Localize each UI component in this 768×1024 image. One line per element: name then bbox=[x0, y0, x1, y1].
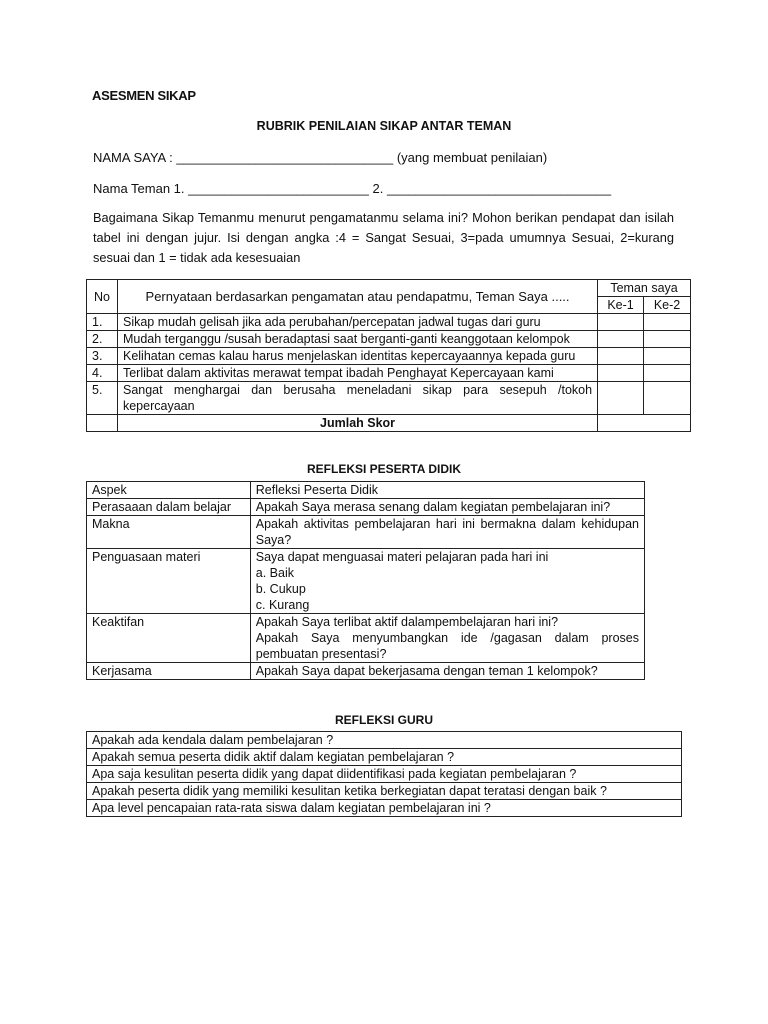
score-cell-ke2[interactable] bbox=[644, 314, 691, 331]
aspect-label: Makna bbox=[87, 516, 251, 549]
row-statement: Kelihatan cemas kalau harus menjelaskan identitas kepercayaannya kepada guru bbox=[117, 348, 597, 365]
rubric-table bbox=[86, 279, 691, 432]
name-line: NAMA SAYA : ______________________________ (yang membuat penilaian) bbox=[93, 150, 548, 165]
table-row bbox=[87, 348, 691, 365]
table-row bbox=[87, 314, 691, 331]
score-cell-ke2[interactable] bbox=[644, 348, 691, 365]
row-number: 4. bbox=[87, 365, 118, 382]
score-cell-ke2[interactable] bbox=[644, 382, 691, 415]
teacher-question: Apakah peserta didik yang memiliki kesulitan ketika berkegiatan dapat teratasi dengan baik ? bbox=[87, 783, 682, 800]
score-cell-ke1[interactable] bbox=[598, 331, 644, 348]
table-row bbox=[87, 499, 645, 516]
table-row bbox=[87, 549, 645, 614]
student-reflection-title: REFLEKSI PESERTA DIDIK bbox=[306, 462, 461, 476]
row-statement: Sikap mudah gelisah jika ada perubahan/percepatan jadwal tugas dari guru bbox=[117, 314, 597, 331]
rubric-title: RUBRIK PENILAIAN SIKAP ANTAR TEMAN bbox=[256, 119, 512, 133]
teacher-reflection-title: REFLEKSI GURU bbox=[334, 713, 433, 727]
reflection-header-row bbox=[87, 482, 645, 499]
table-row bbox=[87, 749, 682, 766]
rubric-header-row bbox=[87, 280, 691, 297]
table-row bbox=[87, 766, 682, 783]
aspect-label: Perasaaan dalam belajar bbox=[87, 499, 251, 516]
row-number: 5. bbox=[87, 382, 118, 415]
reflection-text: Apakah Saya dapat bekerjasama dengan teman 1 kelompok? bbox=[250, 663, 644, 680]
teacher-question: Apa level pencapaian rata-rata siswa dalam kegiatan pembelajaran ini ? bbox=[87, 800, 682, 817]
table-row bbox=[87, 783, 682, 800]
intro-paragraph: Bagaimana Sikap Temanmu menurut pengamatanmu selama ini? Mohon berikan pendapat dan isilah tabel ini dengan jujur. Isi dengan angka :4 = Sangat Sesuai, 3=pada umumnya Sesuai, 2=kurang sesuai dan 1 = tidak ada kesesuaian bbox=[93, 210, 674, 265]
table-row bbox=[87, 382, 691, 415]
aspect-label: Kerjasama bbox=[87, 663, 251, 680]
row-statement: Terlibat dalam aktivitas merawat tempat ibadah Penghayat Kepercayaan kami bbox=[117, 365, 597, 382]
friends-line: Nama Teman 1. _________________________ 2. _______________________________ bbox=[93, 181, 612, 196]
aspect-label: Penguasaan materi bbox=[87, 549, 251, 614]
reflection-text bbox=[250, 549, 644, 614]
reflection-question: Apakah Saya menyumbangkan ide /gagasan dalam proses pembuatan presentasi? bbox=[255, 631, 639, 661]
score-cell-ke1[interactable] bbox=[598, 382, 644, 415]
score-cell-ke1[interactable] bbox=[598, 348, 644, 365]
teacher-question: Apakah semua peserta didik aktif dalam kegiatan pembelajaran ? bbox=[87, 749, 682, 766]
col-ke2-header: Ke-2 bbox=[644, 297, 691, 314]
col-friend-header: Teman saya bbox=[598, 280, 691, 297]
col-no-header: No bbox=[87, 280, 118, 314]
total-label: Jumlah Skor bbox=[117, 415, 597, 432]
option-a: a. Baik bbox=[255, 566, 294, 580]
option-c: c. Kurang bbox=[255, 598, 310, 612]
table-row bbox=[87, 800, 682, 817]
table-row bbox=[87, 331, 691, 348]
table-row bbox=[87, 365, 691, 382]
reflection-question: Saya dapat menguasai materi pelajaran pada hari ini bbox=[255, 550, 549, 564]
score-cell-ke2[interactable] bbox=[644, 331, 691, 348]
total-row bbox=[87, 415, 691, 432]
col-ke1-header: Ke-1 bbox=[598, 297, 644, 314]
row-number: 1. bbox=[87, 314, 118, 331]
row-statement: Sangat menghargai dan berusaha meneladani sikap para sesepuh /tokoh kepercayaan bbox=[117, 382, 597, 415]
table-row bbox=[87, 663, 645, 680]
row-statement: Mudah terganggu /susah beradaptasi saat berganti-ganti keanggotaan kelompok bbox=[117, 331, 597, 348]
total-empty-cell bbox=[87, 415, 118, 432]
reflection-header: Refleksi Peserta Didik bbox=[250, 482, 644, 499]
reflection-text: Apakah Saya merasa senang dalam kegiatan pembelajaran ini? bbox=[250, 499, 644, 516]
score-cell-ke1[interactable] bbox=[598, 314, 644, 331]
teacher-reflection-table bbox=[86, 731, 682, 817]
score-cell-ke2[interactable] bbox=[644, 365, 691, 382]
aspect-label: Keaktifan bbox=[87, 614, 251, 663]
table-row bbox=[87, 614, 645, 663]
student-reflection-table bbox=[86, 481, 645, 680]
table-row bbox=[87, 732, 682, 749]
col-statement-header: Pernyataan berdasarkan pengamatan atau pendapatmu, Teman Saya ..... bbox=[117, 280, 597, 314]
option-b: b. Cukup bbox=[255, 582, 306, 596]
aspect-header: Aspek bbox=[87, 482, 251, 499]
teacher-question: Apakah ada kendala dalam pembelajaran ? bbox=[87, 732, 682, 749]
reflection-question: Apakah Saya terlibat aktif dalampembelajaran hari ini? bbox=[255, 615, 559, 629]
table-row bbox=[87, 516, 645, 549]
reflection-text bbox=[250, 614, 644, 663]
row-number: 2. bbox=[87, 331, 118, 348]
reflection-text: Apakah aktivitas pembelajaran hari ini bermakna dalam kehidupan Saya? bbox=[250, 516, 644, 549]
row-number: 3. bbox=[87, 348, 118, 365]
total-score-cell[interactable] bbox=[598, 415, 691, 432]
document-title: ASESMEN SIKAP bbox=[92, 88, 196, 103]
teacher-question: Apa saja kesulitan peserta didik yang dapat diidentifikasi pada kegiatan pembelajaran ? bbox=[87, 766, 682, 783]
score-cell-ke1[interactable] bbox=[598, 365, 644, 382]
